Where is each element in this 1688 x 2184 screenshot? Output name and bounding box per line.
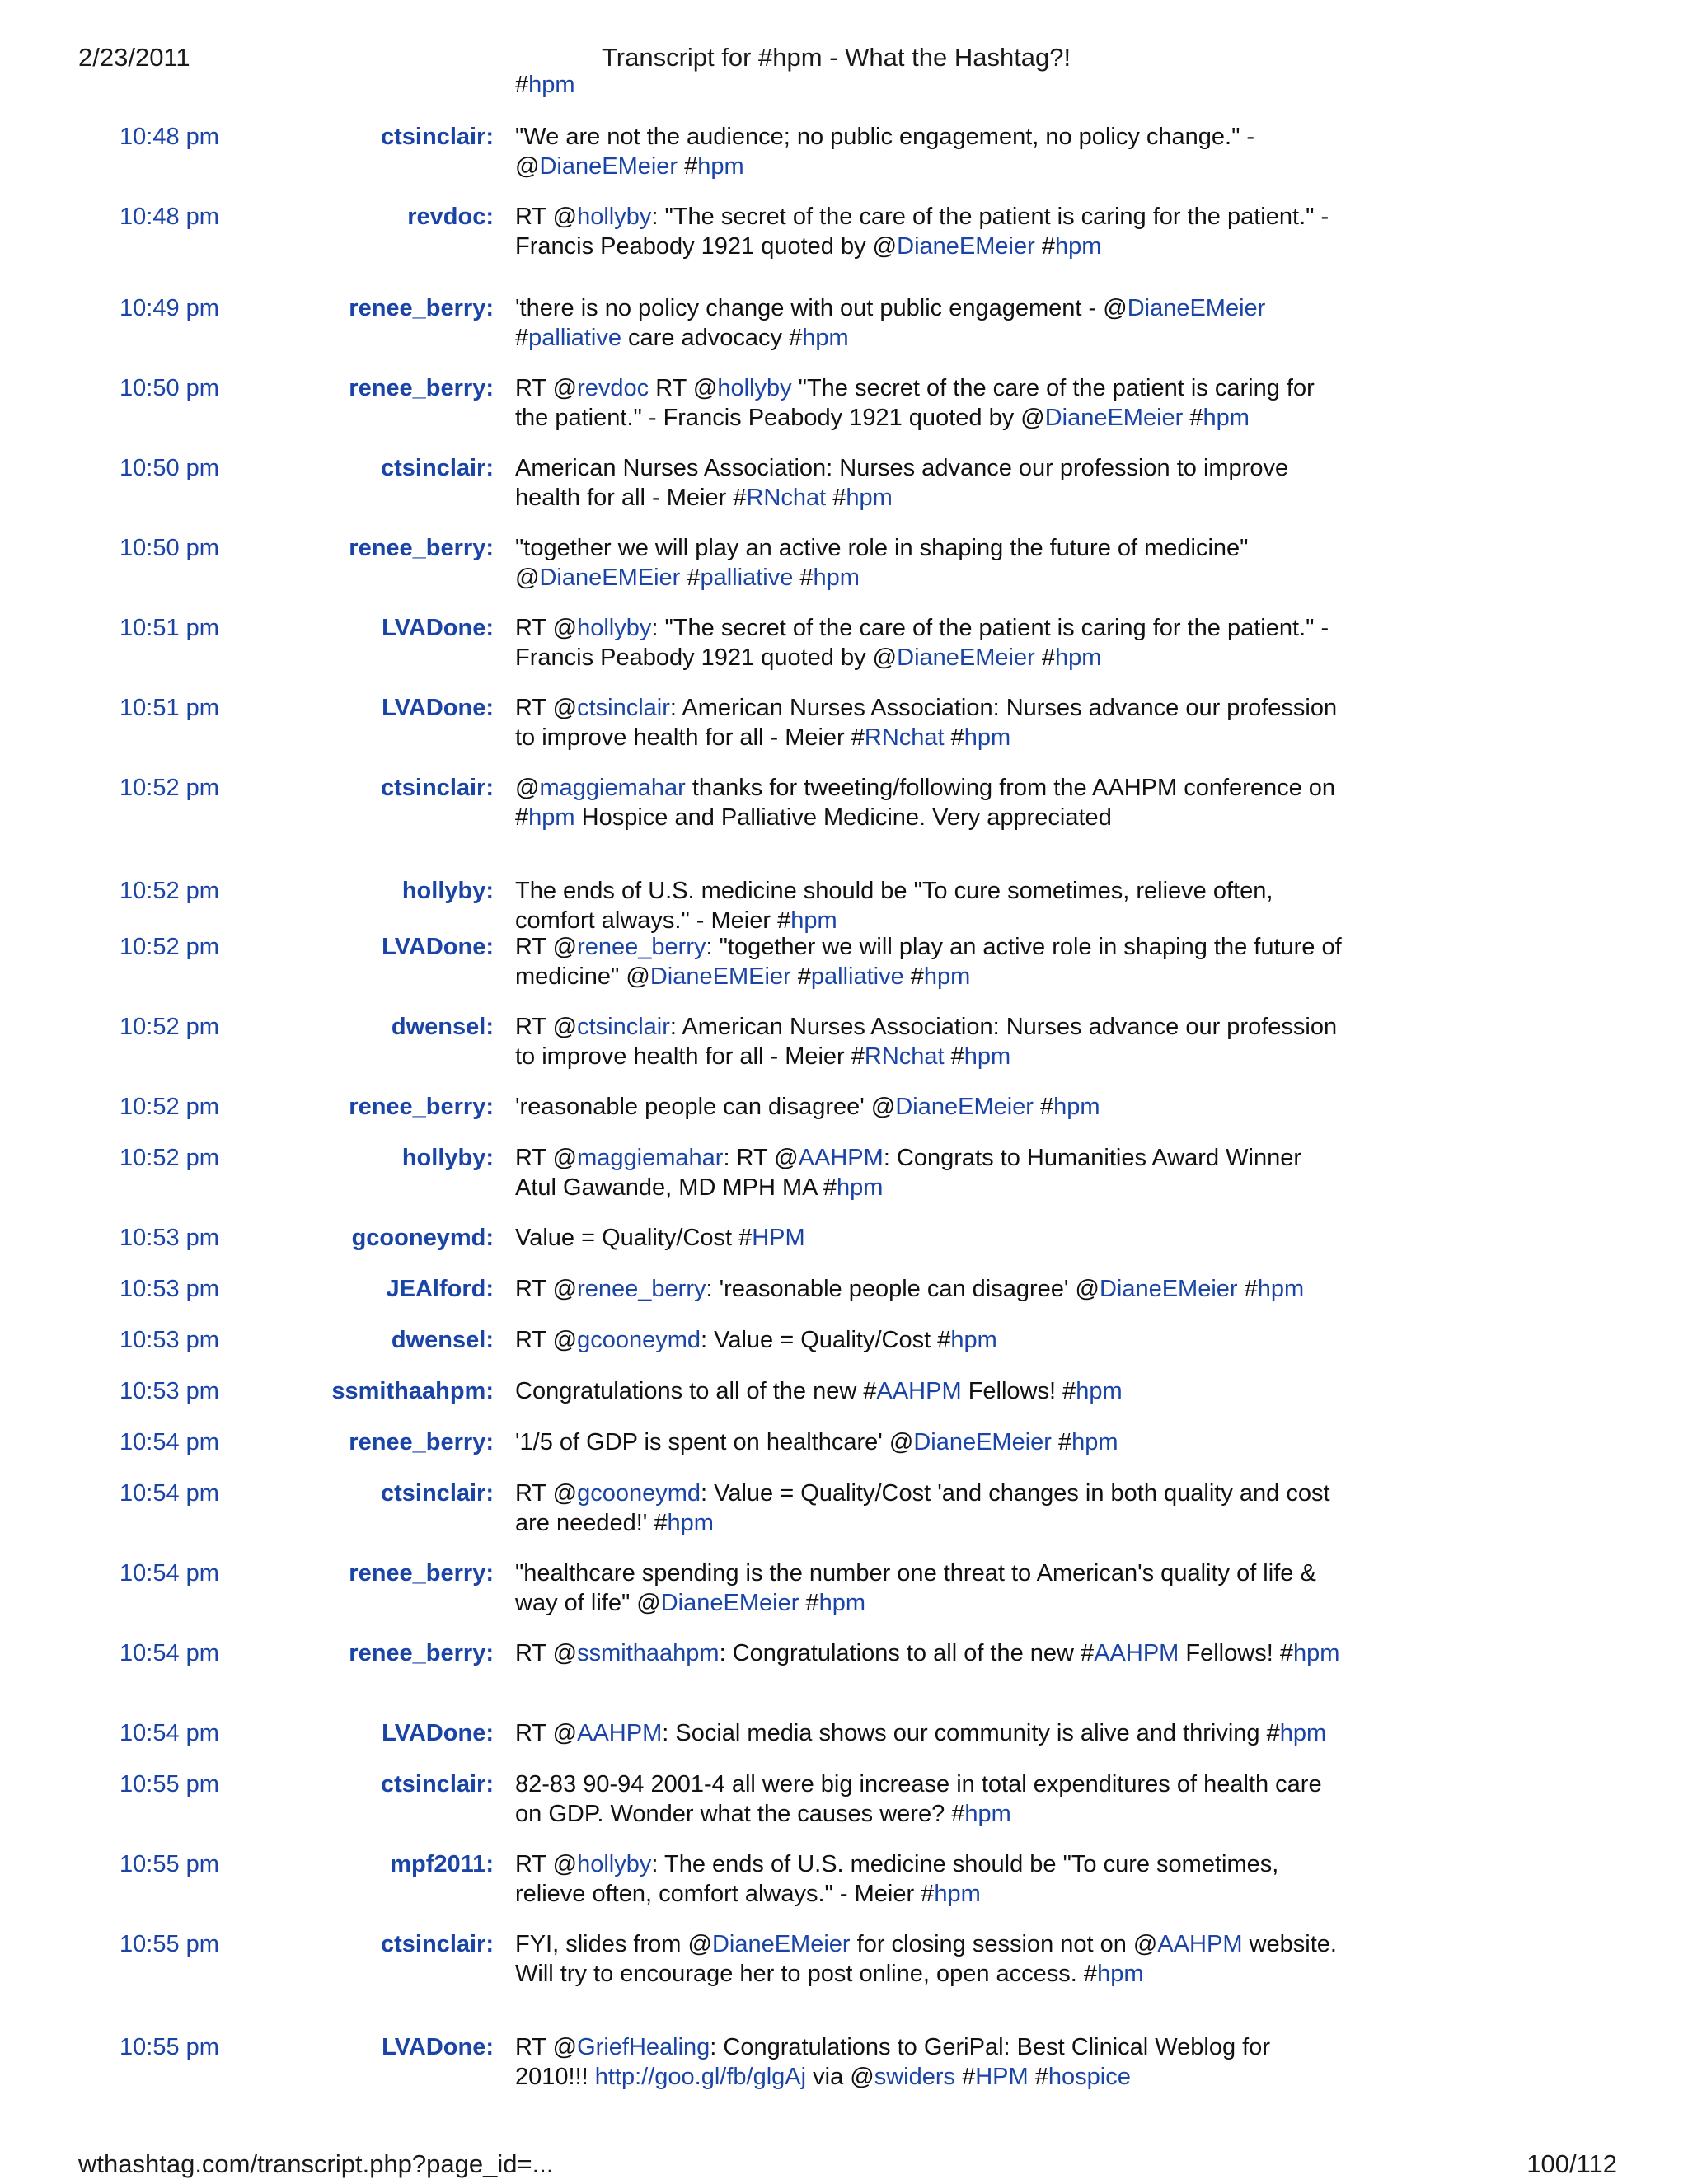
message-text: : Congratulations to all of the new #: [719, 1640, 1095, 1666]
message-link[interactable]: maggiemahar: [539, 775, 686, 801]
timestamp-link[interactable]: 10:55 pm: [120, 1771, 219, 1797]
message-link[interactable]: DianeEMeier: [1044, 405, 1184, 431]
message-body: [515, 1376, 1348, 1406]
username-link[interactable]: renee_berry:: [349, 1640, 494, 1666]
message-text: : American Nurses Association: Nurses advance our profession to improve health for all - Meier #: [515, 1014, 1338, 1070]
message-link[interactable]: hpm: [790, 907, 837, 934]
timestamp-link[interactable]: 10:51 pm: [120, 695, 219, 721]
message-link[interactable]: RNchat: [864, 724, 945, 751]
message-link[interactable]: AAHPM: [1094, 1640, 1179, 1666]
username-link[interactable]: hollyby:: [401, 878, 494, 904]
message-link[interactable]: hpm: [950, 1327, 997, 1353]
message-body: [515, 1929, 1348, 1989]
username-link[interactable]: renee_berry:: [349, 375, 494, 401]
message-text: RT @: [649, 375, 718, 401]
message-text: website. Will try to encourage her to post online, open access. #: [515, 1931, 1337, 1987]
message-text: "The secret of the care of the patient is caring for the patient." - Francis Peabody 1921 quoted by @: [515, 375, 1315, 431]
timestamp-link[interactable]: 10:52 pm: [120, 1014, 219, 1040]
header-title: Transcript for #hpm - What the Hashtag?!: [602, 43, 1071, 72]
message-body: [515, 202, 1348, 261]
message-text: 82-83 90-94 2001-4 all were big increase in total expenditures of health care on GDP. Wonder what the causes were? #: [515, 1771, 1322, 1827]
username-link[interactable]: ctsinclair:: [381, 1771, 494, 1797]
message-text: #: [944, 724, 964, 751]
username-link[interactable]: renee_berry:: [349, 1560, 494, 1586]
message-link[interactable]: hpm: [802, 325, 849, 351]
timestamp-link[interactable]: 10:54 pm: [120, 1560, 219, 1586]
message-text: Fellows! #: [1179, 1640, 1293, 1666]
timestamp-link[interactable]: 10:50 pm: [120, 535, 219, 561]
message-body: [515, 693, 1348, 752]
message-text: @: [515, 775, 540, 801]
message-text: #: [1051, 1429, 1072, 1455]
message-link[interactable]: renee_berry: [577, 934, 706, 960]
timestamp-link[interactable]: 10:55 pm: [120, 1851, 219, 1877]
timestamp-link[interactable]: 10:55 pm: [120, 2034, 219, 2060]
message-link[interactable]: maggiemahar: [577, 1145, 724, 1171]
message-text: #: [1183, 405, 1203, 431]
message-link[interactable]: DianeEMeier: [895, 1094, 1034, 1120]
message-body: [515, 1849, 1348, 1909]
message-link[interactable]: hpm: [837, 1174, 884, 1201]
message-body: [515, 1223, 1348, 1253]
message-body: [515, 876, 1348, 935]
message-text: : Congrats to Humanities Award Winner Atul Gawande, MD MPH MA #: [515, 1145, 1302, 1201]
continued-message: [515, 70, 575, 100]
message-text: American Nurses Association: Nurses advance our profession to improve health for all - Meier #: [515, 455, 1289, 511]
message-link[interactable]: hpm: [1054, 233, 1102, 260]
message-text: #: [680, 565, 701, 591]
timestamp-link[interactable]: 10:54 pm: [120, 1720, 219, 1746]
message-link[interactable]: AAHPM: [1157, 1931, 1243, 1957]
message-body: [515, 1558, 1348, 1618]
message-link[interactable]: swiders: [874, 2064, 956, 2090]
timestamp-link[interactable]: 10:52 pm: [120, 1094, 219, 1120]
message-text: RT @: [515, 1145, 578, 1171]
username-link[interactable]: LVADone:: [382, 1720, 494, 1746]
message-body: [515, 2032, 1348, 2092]
message-body: [515, 1718, 1348, 1748]
message-link[interactable]: AAHPM: [577, 1720, 663, 1746]
message-link[interactable]: hpm: [1257, 1276, 1305, 1302]
message-text: : American Nurses Association: Nurses advance our profession to improve health for all - Meier #: [515, 695, 1338, 751]
message-text: : Value = Quality/Cost #: [701, 1327, 951, 1353]
message-text: #: [790, 963, 811, 990]
message-body: [515, 613, 1348, 673]
message-link[interactable]: hpm: [846, 485, 893, 511]
message-link[interactable]: ctsinclair: [577, 1014, 670, 1040]
message-text: #: [826, 485, 846, 511]
message-link[interactable]: renee_berry: [577, 1276, 706, 1302]
message-text: thanks for tweeting/following from the AAHPM conference on #: [515, 775, 1336, 831]
message-body: [515, 1769, 1348, 1829]
message-link[interactable]: hpm: [667, 1510, 714, 1536]
message-body: [515, 1427, 1348, 1457]
message-text: RT @: [515, 1480, 578, 1507]
message-text: RT @: [515, 1014, 578, 1040]
message-text: #: [1034, 233, 1055, 260]
message-link[interactable]: hpm: [964, 724, 1011, 751]
timestamp-link[interactable]: 10:53 pm: [120, 1225, 219, 1251]
username-link[interactable]: ssmithaahpm:: [331, 1378, 494, 1404]
message-link[interactable]: DianeEMeier: [897, 233, 1035, 260]
message-text: for closing session not on @: [850, 1931, 1158, 1957]
message-text: : Social media shows our community is alive and thriving #: [662, 1720, 1280, 1746]
username-link[interactable]: gcooneymd:: [351, 1225, 494, 1251]
message-text: RT @: [515, 375, 578, 401]
timestamp-link[interactable]: 10:53 pm: [120, 1327, 219, 1353]
username-link[interactable]: JEAlford:: [386, 1276, 494, 1302]
message-link[interactable]: hpm: [1203, 405, 1250, 431]
username-link[interactable]: dwensel:: [391, 1014, 494, 1040]
message-link[interactable]: hpm: [934, 1881, 981, 1907]
message-text: RT @: [515, 1851, 578, 1877]
username-link[interactable]: ctsinclair:: [381, 775, 494, 801]
message-link[interactable]: hpm: [528, 72, 575, 98]
message-text: : RT @: [723, 1145, 799, 1171]
message-text: : 'reasonable people can disagree' @: [706, 1276, 1100, 1302]
message-body: [515, 1638, 1348, 1668]
message-text: "healthcare spending is the number one threat to American's quality of life & way of life" @: [515, 1560, 1316, 1616]
message-link[interactable]: DianeEMEier: [539, 565, 681, 591]
message-text: '1/5 of GDP is spent on healthcare' @: [515, 1429, 914, 1455]
message-link[interactable]: hpm: [964, 1801, 1011, 1827]
message-text: : "The secret of the care of the patient is caring for the patient." - Francis Peabody 1921 quoted by @: [515, 615, 1329, 671]
timestamp-link[interactable]: 10:50 pm: [120, 455, 219, 481]
message-text: : "together we will play an active role in shaping the future of medicine" @: [515, 934, 1342, 990]
timestamp-link[interactable]: 10:52 pm: [120, 1145, 219, 1171]
message-body: [515, 453, 1348, 513]
timestamp-link[interactable]: 10:54 pm: [120, 1429, 219, 1455]
footer-url: wthashtag.com/transcript.php?page_id=...: [78, 2149, 554, 2178]
message-link[interactable]: hpm: [697, 153, 744, 180]
message-body: [515, 122, 1348, 181]
message-link[interactable]: hollyby: [577, 1851, 652, 1877]
message-body: [515, 1274, 1348, 1304]
footer-page-number: 100/112: [1526, 2149, 1617, 2178]
message-link[interactable]: gcooneymd: [577, 1480, 701, 1507]
timestamp-link[interactable]: 10:53 pm: [120, 1276, 219, 1302]
message-link[interactable]: HPM: [975, 2064, 1029, 2090]
message-text: Hospice and Palliative Medicine. Very appreciated: [574, 804, 1112, 831]
message-link[interactable]: DianeEMEier: [649, 963, 791, 990]
message-text: RT @: [515, 1720, 578, 1746]
message-text: #: [955, 2064, 976, 2090]
message-body: [515, 373, 1348, 433]
message-link[interactable]: hospice: [1048, 2064, 1131, 2090]
message-body: [515, 1143, 1348, 1202]
message-link[interactable]: http://goo.gl/fb/glgAj: [594, 2064, 807, 2090]
timestamp-link[interactable]: 10:52 pm: [120, 878, 219, 904]
username-link[interactable]: renee_berry:: [349, 535, 494, 561]
message-text: 'there is no policy change with out public engagement - @: [515, 295, 1128, 321]
username-link[interactable]: ctsinclair:: [381, 455, 494, 481]
message-link[interactable]: RNchat: [864, 1043, 945, 1070]
message-link[interactable]: DianeEMeier: [711, 1931, 851, 1957]
message-link[interactable]: DianeEMeier: [1127, 295, 1266, 321]
message-link[interactable]: hpm: [1054, 644, 1102, 671]
username-link[interactable]: renee_berry:: [349, 1094, 494, 1120]
message-body: [515, 533, 1348, 593]
timestamp-link[interactable]: 10:51 pm: [120, 615, 219, 641]
message-text: "together we will play an active role in shaping the future of medicine" @: [515, 535, 1249, 591]
message-text: RT @: [515, 1640, 578, 1666]
message-link[interactable]: hpm: [1071, 1429, 1118, 1455]
message-text: : The ends of U.S. medicine should be "To cure sometimes, relieve often, comfort always." - Meier #: [515, 1851, 1279, 1907]
message-link[interactable]: hpm: [528, 804, 575, 831]
message-body: [515, 1012, 1348, 1071]
message-link[interactable]: GriefHealing: [577, 2034, 710, 2060]
message-link[interactable]: hollyby: [577, 204, 652, 230]
message-text: care advocacy #: [621, 325, 803, 351]
username-link[interactable]: hollyby:: [401, 1145, 494, 1171]
username-link[interactable]: ctsinclair:: [381, 1480, 494, 1507]
message-link[interactable]: hpm: [1076, 1378, 1123, 1404]
message-link[interactable]: hollyby: [717, 375, 792, 401]
message-body: [515, 1325, 1348, 1355]
message-body: [515, 1479, 1348, 1538]
message-link[interactable]: hpm: [1097, 1961, 1144, 1987]
message-text: #: [1034, 644, 1055, 671]
page-cut-mask: [0, 2108, 1688, 2141]
message-link[interactable]: hpm: [813, 565, 860, 591]
message-text: 'reasonable people can disagree' @: [515, 1094, 896, 1120]
message-link[interactable]: RNchat: [746, 485, 827, 511]
username-link[interactable]: renee_berry:: [349, 1429, 494, 1455]
message-text: : "The secret of the care of the patient is caring for the patient." - Francis Peabody 1921 quoted by @: [515, 204, 1329, 260]
username-link[interactable]: mpf2011:: [390, 1851, 494, 1877]
timestamp-link[interactable]: 10:50 pm: [120, 375, 219, 401]
message-text: via @: [806, 2064, 874, 2090]
message-text: : Congratulations to GeriPal: Best Clinical Weblog for 2010!!!: [515, 2034, 1270, 2090]
message-text: #: [515, 72, 529, 98]
message-text: #: [944, 1043, 964, 1070]
message-link[interactable]: hpm: [1053, 1094, 1100, 1120]
message-text: : Value = Quality/Cost 'and changes in both quality and cost are needed!' #: [515, 1480, 1330, 1536]
message-link[interactable]: hpm: [818, 1590, 865, 1616]
message-text: #: [678, 153, 698, 180]
timestamp-link[interactable]: 10:52 pm: [120, 934, 219, 960]
message-link[interactable]: HPM: [752, 1225, 805, 1251]
message-text: #: [799, 1590, 819, 1616]
username-link[interactable]: LVADone:: [382, 615, 494, 641]
message-text: Fellows! #: [961, 1378, 1076, 1404]
username-link[interactable]: LVADone:: [382, 695, 494, 721]
message-link[interactable]: AAHPM: [876, 1378, 962, 1404]
timestamp-link[interactable]: 10:48 pm: [120, 124, 219, 150]
message-text: RT @: [515, 695, 578, 721]
username-link[interactable]: ctsinclair:: [381, 124, 494, 150]
message-text: #: [515, 325, 529, 351]
timestamp-link[interactable]: 10:48 pm: [120, 204, 219, 230]
timestamp-link[interactable]: 10:55 pm: [120, 1931, 219, 1957]
message-text: RT @: [515, 1327, 578, 1353]
message-link[interactable]: revdoc: [577, 375, 649, 401]
header-date: 2/23/2011: [78, 43, 190, 72]
message-text: #: [903, 963, 924, 990]
message-text: RT @: [515, 2034, 578, 2060]
message-text: FYI, slides from @: [515, 1931, 712, 1957]
message-text: Value = Quality/Cost #: [515, 1225, 753, 1251]
message-text: The ends of U.S. medicine should be "To cure sometimes, relieve often, comfort always." - Meier #: [515, 878, 1273, 934]
username-link[interactable]: renee_berry:: [349, 295, 494, 321]
message-link[interactable]: DianeEMeier: [660, 1590, 799, 1616]
message-link[interactable]: hpm: [1279, 1720, 1327, 1746]
message-text: RT @: [515, 615, 578, 641]
message-body: [515, 1092, 1348, 1122]
username-link[interactable]: dwensel:: [391, 1327, 494, 1353]
message-text: Congratulations to all of the new #: [515, 1378, 877, 1404]
timestamp-link[interactable]: 10:54 pm: [120, 1480, 219, 1507]
message-text: RT @: [515, 204, 578, 230]
timestamp-link[interactable]: 10:54 pm: [120, 1640, 219, 1666]
message-link[interactable]: hpm: [964, 1043, 1011, 1070]
username-link[interactable]: revdoc:: [407, 204, 494, 230]
message-link[interactable]: ctsinclair: [577, 695, 670, 721]
message-link[interactable]: DianeEMeier: [913, 1429, 1052, 1455]
message-link[interactable]: DianeEMeier: [1099, 1276, 1238, 1302]
message-text: #: [1237, 1276, 1258, 1302]
message-text: #: [793, 565, 814, 591]
timestamp-link[interactable]: 10:53 pm: [120, 1378, 219, 1404]
message-link[interactable]: palliative: [810, 963, 904, 990]
message-text: #: [1033, 1094, 1054, 1120]
timestamp-link[interactable]: 10:49 pm: [120, 295, 219, 321]
message-body: [515, 932, 1348, 991]
message-text: RT @: [515, 934, 578, 960]
message-text: "We are not the audience; no public engagement, no policy change." - @: [515, 124, 1255, 180]
message-link[interactable]: gcooneymd: [577, 1327, 701, 1353]
username-link[interactable]: LVADone:: [382, 2034, 494, 2060]
message-link[interactable]: hpm: [1292, 1640, 1340, 1666]
message-link[interactable]: DianeEMeier: [897, 644, 1035, 671]
message-text: RT @: [515, 1276, 578, 1302]
message-link[interactable]: hollyby: [577, 615, 652, 641]
message-link[interactable]: ssmithaahpm: [577, 1640, 720, 1666]
message-link[interactable]: palliative: [700, 565, 794, 591]
message-link[interactable]: palliative: [528, 325, 621, 351]
message-body: [515, 293, 1348, 353]
message-text: #: [1028, 2064, 1048, 2090]
username-link[interactable]: LVADone:: [382, 934, 494, 960]
message-body: [515, 773, 1348, 832]
message-link[interactable]: hpm: [923, 963, 971, 990]
message-link[interactable]: AAHPM: [798, 1145, 884, 1171]
message-link[interactable]: DianeEMeier: [539, 153, 678, 180]
username-link[interactable]: ctsinclair:: [381, 1931, 494, 1957]
timestamp-link[interactable]: 10:52 pm: [120, 775, 219, 801]
